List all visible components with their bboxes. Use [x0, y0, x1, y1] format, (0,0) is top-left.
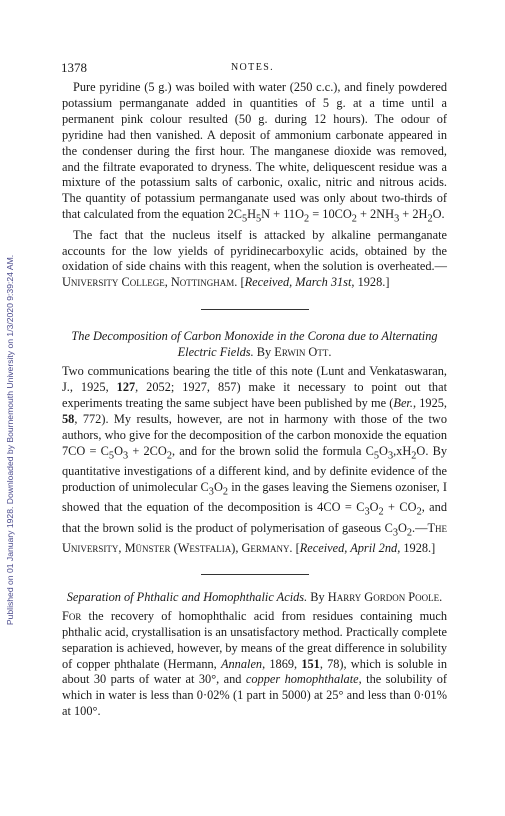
section-divider: [201, 574, 309, 575]
running-head: NOTES.: [230, 62, 275, 73]
note3-author: Harry Gordon Poole.: [327, 589, 443, 604]
note3-paragraph: For the recovery of homophthalic acid from residues containing much phthalic acid, crystallisation is an unsatisfactory method. Practically complete separation is achieved, however, by means of the great difference in solubility of copper phthalate (Hermann, Annalen, 1869, 151, 78), which is soluble in about 30 parts of water at 30°, and copper homophthalate, the solubility of which in water is less than 0·02% (1 part in 5000) at 25° and less than 0·01% at 100°.: [62, 608, 448, 719]
section-divider: [201, 309, 309, 310]
page-body: [62, 80, 447, 720]
page-number: 1378: [61, 60, 87, 75]
note2-paragraph: Two communications bearing the title of this note (Lunt and Venkataswaran, J., 1925, 127, 2052; 1927, 857) make it necessary to point out that experiments treating the same subject have been published by me (Ber., 1925, 58, 772). My results, however, are not in harmony with those of the two authors, who give for the decomposition of the carbon monoxide the equation $7CO = C_5O_3 + 2CO_2$, and for the brown solid the formula $C_5O_3,xH_2O$. By quantitative investigations of a different kind, and by definite evidence of the production of unimolecular $C_3O_2$ in the gases leaving the Siemens ozoniser, I showed that the equation of the decomposition is $4CO = C_3O_2 + CO_2$, and that the brown solid is the product of polymerisation of gaseous $C_3O_2.—The$ University, Münster (Westfalia), Germany. [Received, April 2nd, 1928.]: [62, 364, 448, 555]
note3-title: Separation of Phthalic and Homophthalic Acids. By Harry Gordon Poole.: [66, 589, 443, 604]
note1-paragraph-1: Pure pyridine (5 g.) was boiled with water (250 c.c.), and finely powdered potassium permanganate added in quantities of 5 g. at a time until a permanent pink colour resulted (50 g. during 12 hours). The odour of pyridine had then vanished. A deposit of ammonium carbonate appeared in the condenser during the first hour. The manganese dioxide was removed, and the filtrate evaporated to dryness. The white, deliquescent residue was a mixture of the potassium salts of carbonic, oxalic, nitric and nitrous acids. The quantity of potassium permanganate used was only about two-thirds of that calculated from the equation $2C_5H_5N + 11O_2 = 10CO_2 + 2NH_3 + 2H_2O$.: [62, 80, 447, 225]
note2-author: Erwin Ott.: [274, 345, 332, 360]
download-watermark: [2, 90, 18, 790]
note2-title: The Decomposition of Carbon Monoxide in the Corona due to Alternating Electric Fields. By Erwin Ott.: [71, 329, 438, 360]
note1-paragraph-2: The fact that the nucleus itself is attacked by alkaline permanganate accounts for the low yields of pyridinecarboxylic acids, obtained by the oxidation of side chains with this reagent, when the solution is overheated.—University College, Nottingham. [Received, March 31st, 1928.]: [62, 227, 447, 290]
affiliation-nottingham: University College, Nottingham.: [62, 275, 238, 290]
watermark-text: Published on 01 January 1928. Downloaded by Bournemouth University on 1/3/2020 9:39:24 AM.: [5, 254, 15, 626]
affiliation-munster: The University, Münster (Westfalia), Germany.: [62, 520, 447, 555]
